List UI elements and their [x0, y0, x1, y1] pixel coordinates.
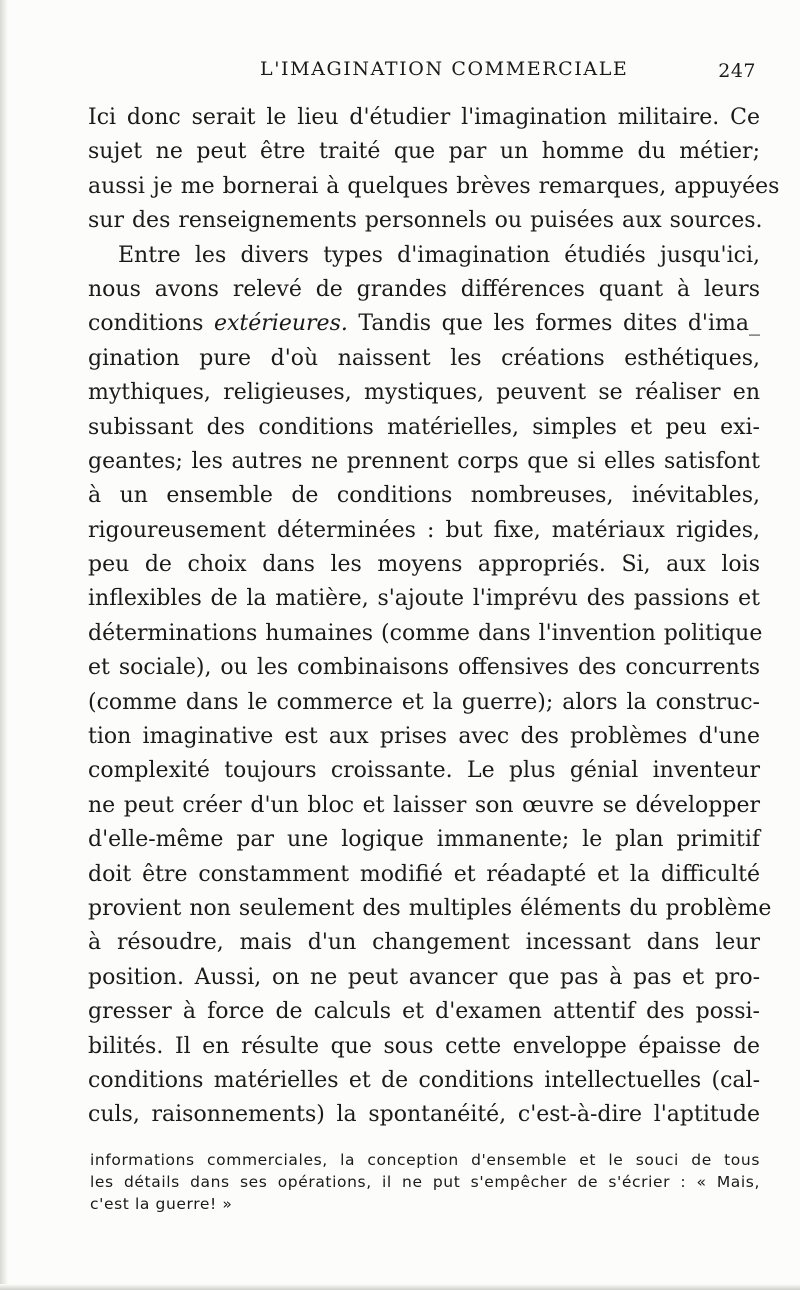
text-line: doit être constamment modifié et réadapté et la difficulté — [88, 861, 760, 887]
text-line: tion imaginative est aux prises avec des problèmes d'une — [88, 724, 760, 750]
text-line: sujet ne peut être traité que par un homme du métier; — [88, 139, 760, 165]
text-line: peu de choix dans les moyens appropriés. Si, aux lois — [88, 552, 760, 578]
text-line: provient non seulement des multiples éléments du problème — [88, 895, 772, 921]
text-line: déterminations humaines (comme dans l'invention politique — [88, 620, 763, 646]
text-run: conditions — [88, 311, 204, 337]
text-line: (comme dans le commerce et la guerre); alors la construc- — [88, 689, 760, 715]
footnote-line: c'est la guerre! » — [90, 1195, 233, 1213]
page-edge-shadow — [0, 0, 8, 1290]
footnote — [90, 1149, 760, 1215]
page-bottom-shadow — [0, 1284, 800, 1290]
running-title: L'IMAGINATION COMMERCIALE — [260, 58, 629, 80]
text-line-with-italic — [88, 307, 760, 341]
text-line: inflexibles de la matière, s'ajoute l'imprévu des passions et — [88, 586, 760, 612]
footnote-line: les détails dans ses opérations, il ne put s'empêcher de s'écrier : « Mais, — [90, 1173, 760, 1191]
text-line: complexité toujours croissante. Le plus génial inventeur — [88, 758, 760, 784]
text-line: culs, raisonnements) la spontanéité, c'est-à-dire l'aptitude — [88, 1102, 760, 1128]
text-line: geantes; les autres ne prennent corps que si elles satisfont — [88, 448, 760, 474]
italic-word: extérieures. — [214, 311, 348, 337]
text-run: Tandis que les formes dites d'ima_ — [358, 311, 760, 337]
text-line: et sociale), ou les combinaisons offensives des concurrents — [88, 655, 760, 681]
text-line: sur des renseignements personnels ou puisées aux sources. — [88, 208, 763, 234]
page-number: 247 — [718, 60, 756, 82]
text-line: Entre les divers types d'imagination étudiés jusqu'ici, — [118, 242, 760, 268]
text-line: d'elle-même par une logique immanente; le plan primitif — [88, 827, 760, 853]
text-line: Ici donc serait le lieu d'étudier l'imagination militaire. Ce — [88, 105, 760, 130]
text-line: position. Aussi, on ne peut avancer que pas à pas et pro- — [88, 964, 760, 990]
text-line: gination pure d'où naissent les créations esthétiques, — [88, 345, 760, 371]
footnote-line: informations commerciales, la conception d'ensemble et le souci de tous — [90, 1151, 760, 1169]
running-head — [88, 58, 760, 88]
text-line: à résoudre, mais d'un changement incessant dans leur — [88, 930, 760, 956]
text-line: ne peut créer d'un bloc et laisser son œuvre se développer — [88, 792, 760, 818]
text-line: bilités. Il en résulte que sous cette enveloppe épaisse de — [88, 1033, 760, 1059]
text-line: conditions matérielles et de conditions intellectuelles (cal- — [88, 1067, 760, 1093]
text-line: à un ensemble de conditions nombreuses, inévitables, — [88, 483, 760, 509]
body-text — [88, 101, 780, 1133]
text-line: gresser à force de calculs et d'examen attentif des possi- — [88, 999, 760, 1025]
text-line: rigoureusement déterminées : but fixe, matériaux rigides, — [88, 517, 760, 543]
text-line: subissant des conditions matérielles, simples et peu exi- — [88, 414, 760, 440]
text-line: mythiques, religieuses, mystiques, peuvent se réaliser en — [88, 380, 760, 406]
text-line: aussi je me bornerai à quelques brèves remarques, appuyées — [88, 173, 780, 199]
text-line: nous avons relevé de grandes différences quant à leurs — [88, 276, 760, 302]
